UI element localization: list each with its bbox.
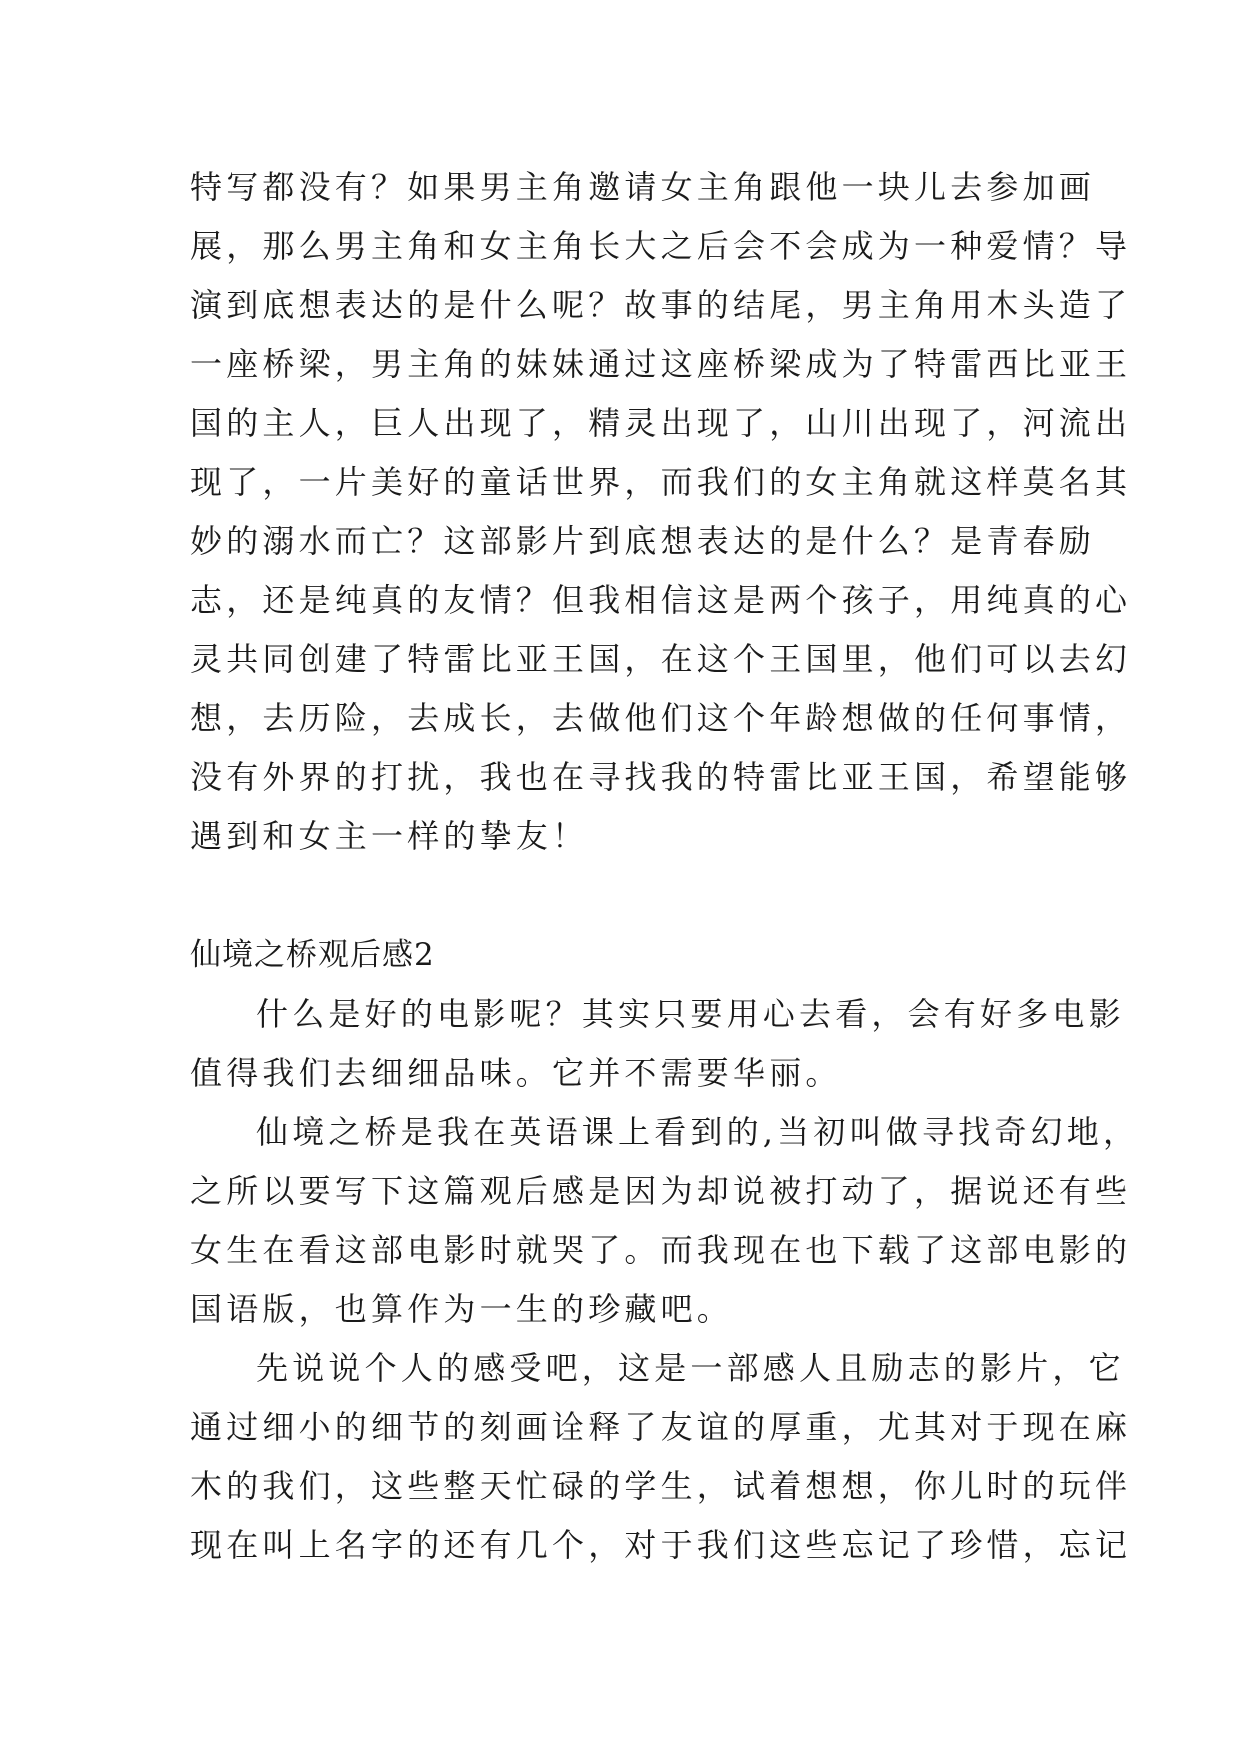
text-line: 通过细小的细节的刻画诠释了友谊的厚重，尤其对于现在麻 — [190, 1408, 1132, 1446]
text-line: 国的主人，巨人出现了，精灵出现了，山川出现了，河流出 — [190, 404, 1132, 442]
text-line: 现在叫上名字的还有几个，对于我们这些忘记了珍惜，忘记 — [190, 1526, 1132, 1564]
document-body — [190, 158, 1140, 1575]
text-line: 妙的溺水而亡？这部影片到底想表达的是什么？是青春励 — [190, 522, 1096, 560]
text-line: 先说说个人的感受吧，这是一部感人且励志的影片，它 — [256, 1349, 1125, 1387]
text-line: 灵共同创建了特雷比亚王国，在这个王国里，他们可以去幻 — [190, 640, 1132, 678]
text-line: 展，那么男主角和女主角长大之后会不会成为一种爱情？导 — [190, 227, 1132, 265]
text-line: 仙境之桥是我在英语课上看到的,当初叫做寻找奇幻地， — [256, 1113, 1140, 1151]
text-line: 女生在看这部电影时就哭了。而我现在也下载了这部电影的 — [190, 1231, 1132, 1269]
paragraph-2 — [190, 1103, 1140, 1339]
paragraph-1 — [190, 985, 1125, 1103]
continuation-paragraph — [190, 158, 1132, 866]
text-line: 演到底想表达的是什么呢？故事的结尾，男主角用木头造了 — [190, 286, 1132, 324]
text-line: 国语版，也算作为一生的珍藏吧。 — [190, 1290, 734, 1328]
text-line: 木的我们，这些整天忙碌的学生，试着想想，你儿时的玩伴 — [190, 1467, 1132, 1505]
text-line: 之所以要写下这篇观后感是因为却说被打动了，据说还有些 — [190, 1172, 1132, 1210]
text-line: 没有外界的打扰，我也在寻找我的特雷比亚王国，希望能够 — [190, 758, 1132, 796]
text-line: 什么是好的电影呢？其实只要用心去看，会有好多电影 — [256, 995, 1125, 1033]
paragraph-3 — [190, 1339, 1132, 1575]
section-spacer — [190, 866, 1050, 926]
text-line: 值得我们去细细品味。它并不需要华丽。 — [190, 1054, 842, 1092]
text-line: 遇到和女主一样的挚友！ — [190, 817, 589, 855]
text-line: 志，还是纯真的友情？但我相信这是两个孩子，用纯真的心 — [190, 581, 1132, 619]
text-line: 特写都没有？如果男主角邀请女主角跟他一块儿去参加画 — [190, 168, 1096, 206]
text-line: 想，去历险，去成长，去做他们这个年龄想做的任何事情， — [190, 699, 1132, 737]
section-title: 仙境之桥观后感2 — [190, 937, 435, 973]
text-line: 现了，一片美好的童话世界，而我们的女主角就这样莫名其 — [190, 463, 1132, 501]
text-line: 一座桥梁，男主角的妹妹通过这座桥梁成为了特雷西比亚王 — [190, 345, 1132, 383]
